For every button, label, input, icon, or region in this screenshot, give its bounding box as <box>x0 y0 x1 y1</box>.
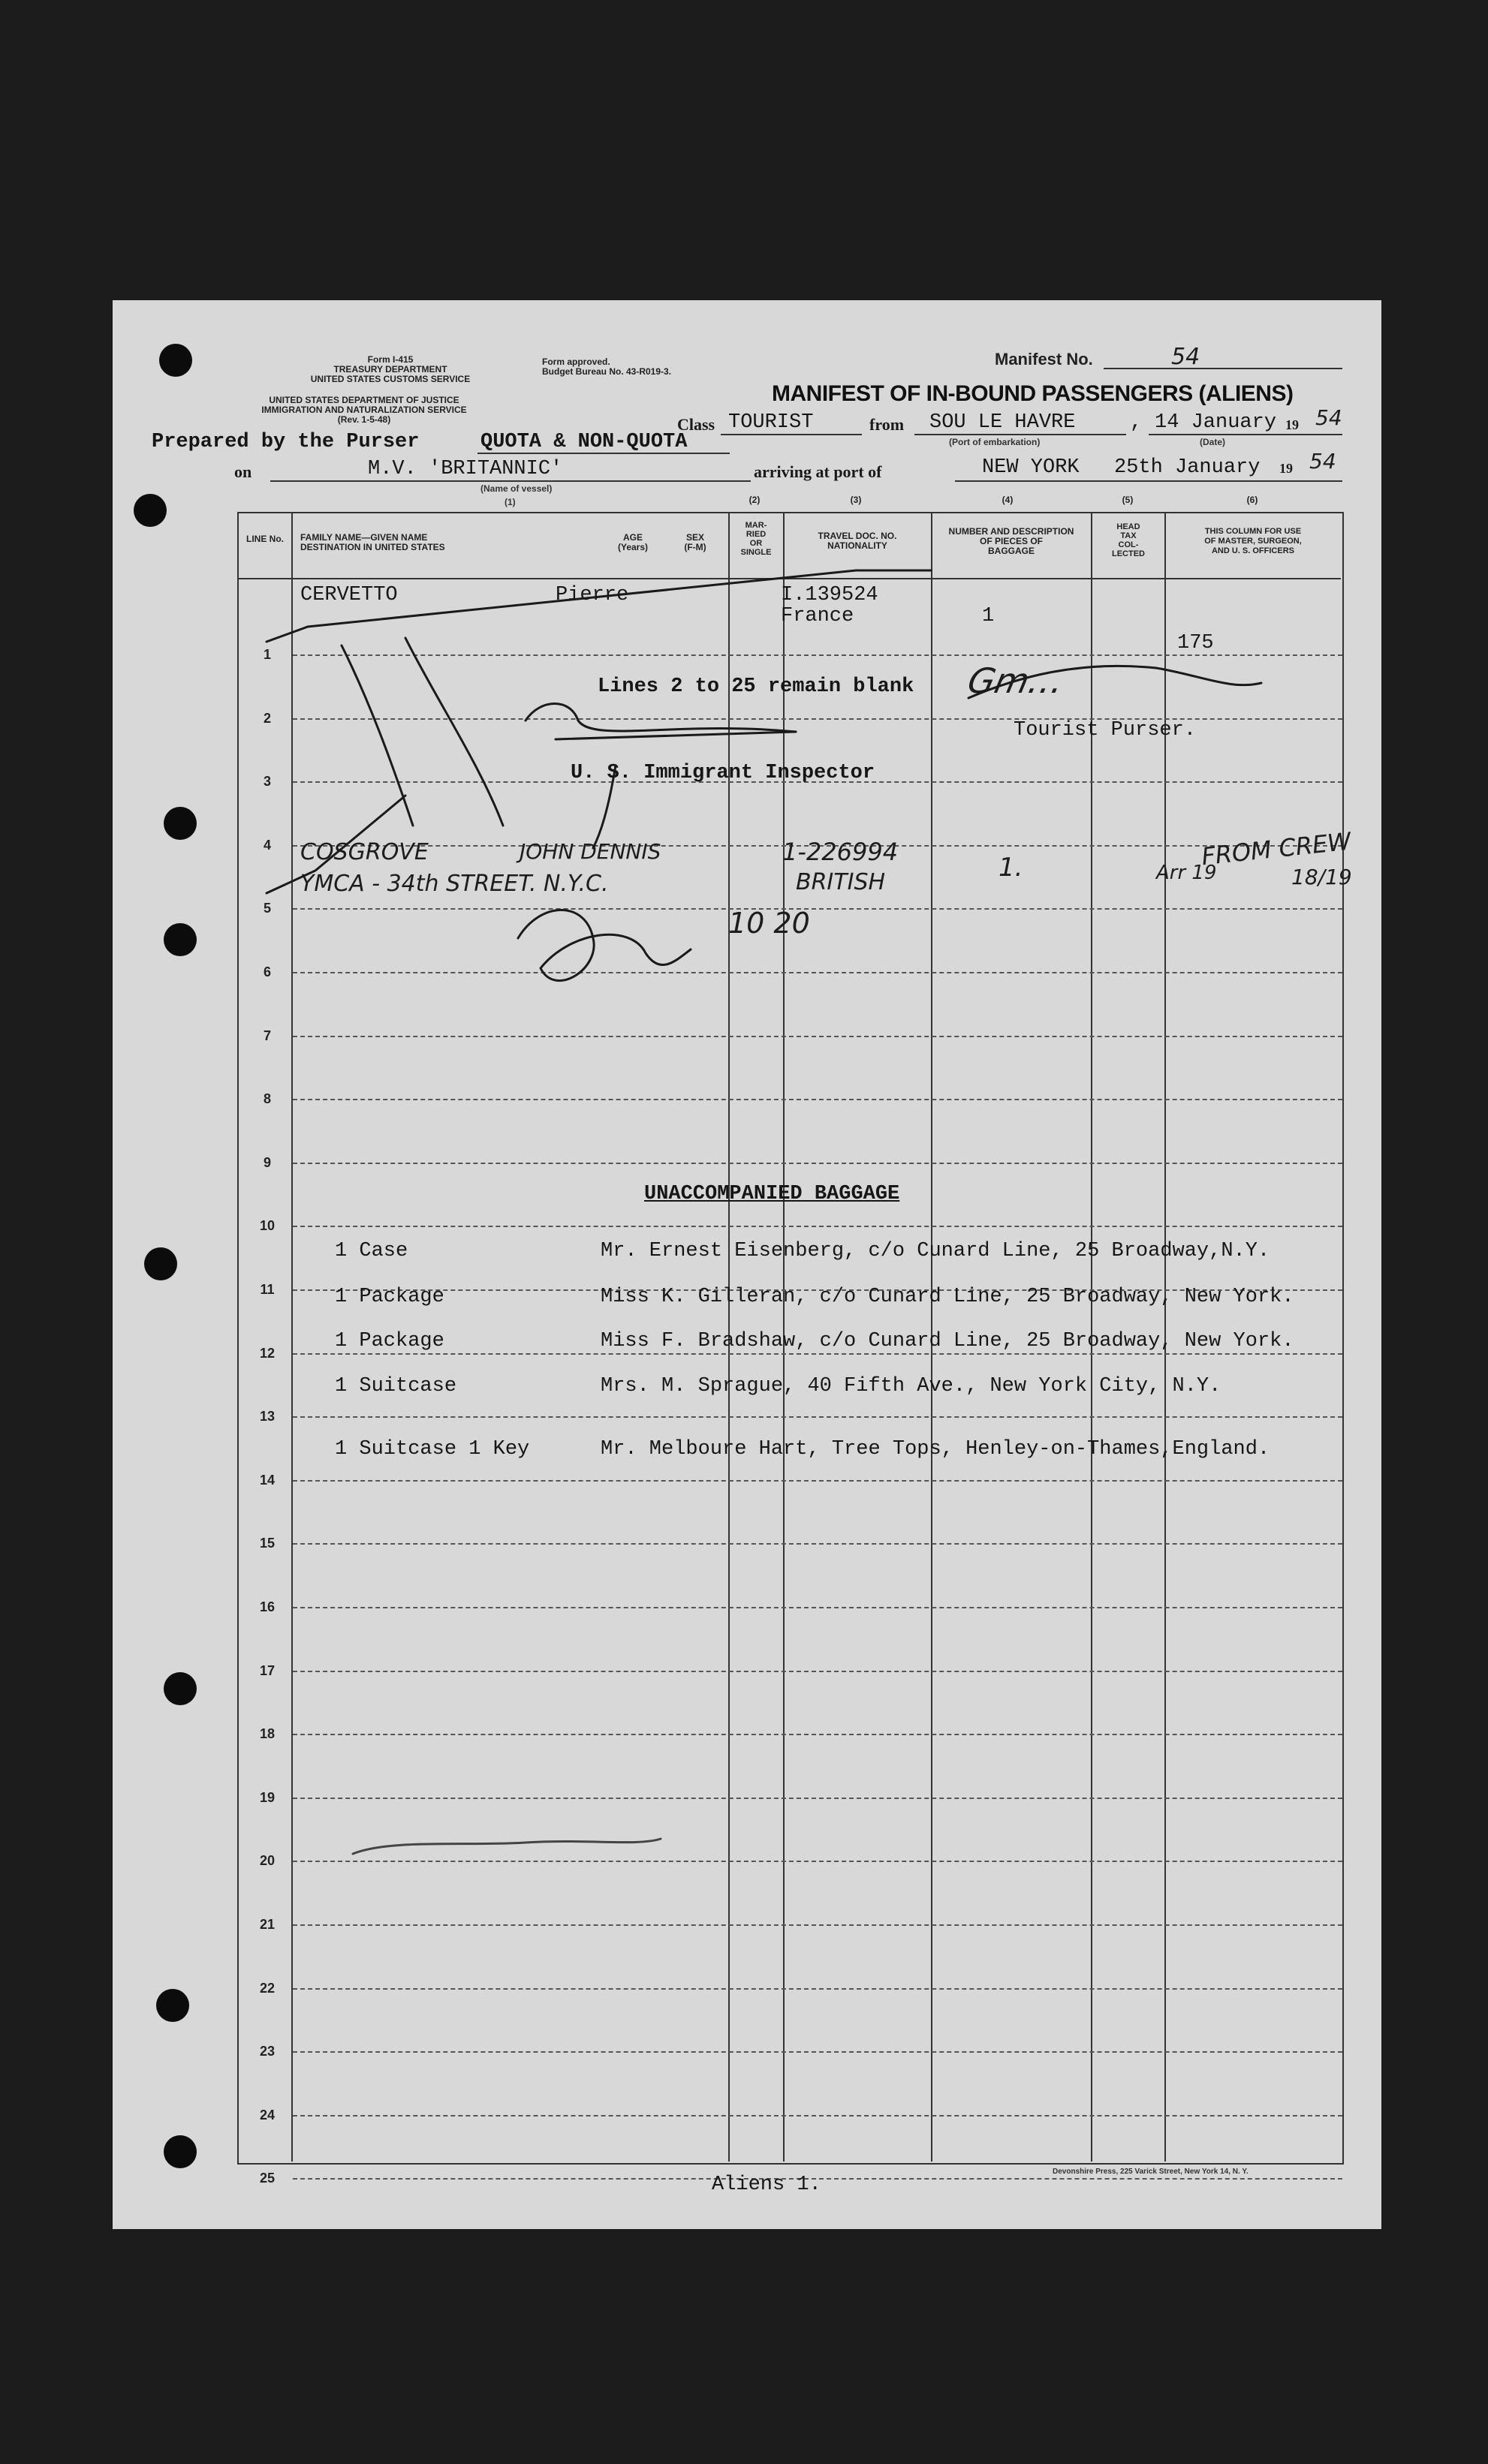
p2-time-note: 10 20 <box>728 907 810 940</box>
p2-crew-number: 18/19 <box>1291 865 1352 889</box>
header-married-l1: MAR- <box>745 521 767 530</box>
row-number: 1 <box>263 647 271 662</box>
p1-travel-doc: I.139524 <box>781 584 878 606</box>
p2-travel-doc: 1-226994 <box>782 838 899 866</box>
purser-signature-stroke <box>968 666 1261 698</box>
header-married-l3: OR <box>749 539 763 548</box>
p1-family-name: CERVETTO <box>300 584 398 606</box>
col-number-2: (2) <box>749 495 761 505</box>
p2-baggage-count: 1. <box>999 853 1023 883</box>
arrival-year: 54 <box>1309 449 1336 474</box>
header-tax-l4: LECTED <box>1112 549 1145 558</box>
depart-year: 54 <box>1315 405 1342 430</box>
row-number: 12 <box>259 1345 276 1361</box>
header-officers-l2: OF MASTER, SURGEON, <box>1204 537 1302 546</box>
p2-family-name: COSGROVE <box>300 839 429 865</box>
row-number: 2 <box>263 710 271 726</box>
row-number: 11 <box>260 1282 275 1297</box>
dept-justice: UNITED STATES DEPARTMENT OF JUSTICE <box>269 395 459 405</box>
vessel-col-number: (1) <box>505 497 516 507</box>
row-number: 3 <box>263 774 271 790</box>
dept-treasury: TREASURY DEPARTMENT <box>333 364 447 375</box>
row-number: 14 <box>259 1472 276 1488</box>
class-value: TOURIST <box>728 411 814 434</box>
printer-imprint: Devonshire Press, 225 Varick Street, New York 14, N. Y. <box>1053 2168 1249 2176</box>
baggage-addr-5: Mr. Melboure Hart, Tree Tops, Henley-on-Thames,England. <box>601 1438 1270 1461</box>
header-line-no: LINE No. <box>246 534 284 544</box>
row-number: 24 <box>259 2107 276 2123</box>
row-number: 5 <box>263 901 271 916</box>
row-number: 6 <box>263 964 271 979</box>
row-number: 21 <box>259 1917 276 1932</box>
quota-type: QUOTA & NON-QUOTA <box>480 431 688 453</box>
dept-ins: IMMIGRATION AND NATURALIZATION SERVICE <box>261 405 467 415</box>
header-name-l2: DESTINATION IN UNITED STATES <box>300 542 445 552</box>
depart-date: 14 January <box>1155 411 1277 434</box>
manifest-no-value: 54 <box>1171 344 1200 370</box>
p1-given-name: Pierre <box>556 584 629 606</box>
date-caption: (Date) <box>1200 437 1226 447</box>
inspector-title: U. S. Immigrant Inspector <box>571 762 875 784</box>
dept-customs: UNITED STATES CUSTOMS SERVICE <box>310 374 471 384</box>
header-baggage-l1: NUMBER AND DESCRIPTION <box>948 526 1074 537</box>
baggage-item-4: 1 Suitcase <box>335 1375 457 1397</box>
col-number-6: (6) <box>1246 495 1258 505</box>
depart-comma: , <box>1130 411 1143 434</box>
depart-year-prefix: 19 <box>1285 417 1299 432</box>
footer-aliens-count: Aliens 1. <box>712 2174 821 2196</box>
p1-officer-mark: 175 <box>1177 632 1214 654</box>
row-number: 8 <box>263 1091 271 1107</box>
arrival-year-prefix: 19 <box>1279 461 1293 476</box>
header-doc-l1: TRAVEL DOC. NO. <box>818 531 897 541</box>
p1-baggage-count: 1 <box>982 605 995 627</box>
arrival-date: 25th January <box>1114 456 1261 479</box>
baggage-item-5: 1 Suitcase 1 Key <box>335 1438 530 1461</box>
baggage-heading: UNACCOMPANIED BAGGAGE <box>644 1183 900 1205</box>
baggage-addr-1: Mr. Ernest Eisenberg, c/o Cunard Line, 25 Broadway,N.Y. <box>601 1240 1270 1262</box>
form-revision: (Rev. 1-5-48) <box>337 414 391 425</box>
purser-signature: Gm… <box>964 660 1068 701</box>
header-name-l1: FAMILY NAME—GIVEN NAME <box>300 532 428 543</box>
header-sex-l2: (F-M) <box>684 542 706 552</box>
baggage-addr-3: Miss F. Bradshaw, c/o Cunard Line, 25 Broadway, New York. <box>601 1330 1294 1352</box>
header-tax-l1: HEAD <box>1116 522 1140 531</box>
purser-title: Tourist Purser. <box>1014 719 1197 742</box>
prepared-by: Prepared by the Purser <box>152 431 420 453</box>
row-number: 19 <box>259 1789 276 1805</box>
p2-from-crew: FROM CREW <box>1200 826 1353 871</box>
vessel-name: M.V. 'BRITANNIC' <box>368 458 563 480</box>
check-mark-stroke <box>405 638 503 826</box>
vessel-caption: (Name of vessel) <box>480 483 553 494</box>
document-title: MANIFEST OF IN-BOUND PASSENGERS (ALIENS) <box>772 381 1294 406</box>
header-baggage-l3: BAGGAGE <box>987 546 1035 556</box>
port-caption: (Port of embarkation) <box>949 437 1041 447</box>
port-embarkation: SOU LE HAVRE <box>929 411 1076 434</box>
manifest-no-label: Manifest No. <box>995 350 1093 369</box>
approved-line: Form approved. <box>542 357 610 367</box>
header-baggage-l2: OF PIECES OF <box>979 536 1043 546</box>
header-age-l2: (Years) <box>617 542 649 552</box>
header-married-l2: RIED <box>746 530 767 539</box>
col-number-5: (5) <box>1122 495 1134 505</box>
bleed-through-signature <box>353 1839 661 1854</box>
col-number-4: (4) <box>1002 495 1014 505</box>
header-sex-l1: SEX <box>685 532 704 543</box>
row-number: 17 <box>259 1662 276 1678</box>
form-number: Form I-415 <box>367 354 414 365</box>
header-age-l1: AGE <box>622 532 643 543</box>
budget-bureau: Budget Bureau No. 43-R019-3. <box>542 366 672 377</box>
row-number: 25 <box>259 2171 276 2186</box>
p1-nationality: France <box>781 605 854 627</box>
p2-nationality: BRITISH <box>796 869 886 895</box>
col-number-3: (3) <box>850 495 862 505</box>
row-number: 4 <box>263 837 271 853</box>
blank-lines-note: Lines 2 to 25 remain blank <box>598 675 914 698</box>
officer-signature <box>518 910 691 981</box>
header-married-l4: SINGLE <box>740 548 772 557</box>
p2-tax-note: Arr 19 <box>1156 862 1217 884</box>
row-number: 16 <box>259 1599 276 1614</box>
check-mark-stroke <box>267 796 405 893</box>
check-mark-stroke <box>267 570 931 642</box>
from-label: from <box>869 415 905 434</box>
inspector-signature <box>593 766 616 848</box>
row-number: 10 <box>259 1218 276 1234</box>
baggage-item-2: 1 Package <box>335 1286 444 1308</box>
p2-destination: YMCA - 34th STREET. N.Y.C. <box>300 871 609 897</box>
header-officers-l1: THIS COLUMN FOR USE <box>1204 527 1302 536</box>
row-number: 18 <box>259 1726 276 1742</box>
baggage-item-3: 1 Package <box>335 1330 444 1352</box>
row-number: 23 <box>259 2044 276 2059</box>
row-number: 20 <box>259 1853 276 1869</box>
header-doc-l2: NATIONALITY <box>827 540 887 551</box>
header-tax-l2: TAX <box>1120 531 1137 540</box>
header-tax-l3: COL- <box>1118 540 1139 549</box>
inspector-strike-line <box>556 732 796 739</box>
baggage-addr-2: Miss K. Gilleran, c/o Cunard Line, 25 Broadway, New York. <box>601 1286 1294 1308</box>
row-number: 15 <box>259 1536 276 1551</box>
baggage-addr-4: Mrs. M. Sprague, 40 Fifth Ave., New York City, N.Y. <box>601 1375 1221 1397</box>
on-label: on <box>234 462 252 481</box>
arriving-label: arriving at port of <box>754 462 882 481</box>
p2-given-name: JOHN DENNIS <box>520 839 661 864</box>
row-number: 22 <box>259 1980 276 1996</box>
row-number: 13 <box>259 1409 276 1425</box>
class-label: Class <box>677 415 715 434</box>
row-number: 9 <box>263 1154 271 1170</box>
header-officers-l3: AND U. S. OFFICERS <box>1211 546 1294 555</box>
row-number: 7 <box>263 1027 271 1043</box>
inspector-signature <box>526 704 796 733</box>
baggage-item-1: 1 Case <box>335 1240 408 1262</box>
arrival-port: NEW YORK <box>982 456 1080 479</box>
